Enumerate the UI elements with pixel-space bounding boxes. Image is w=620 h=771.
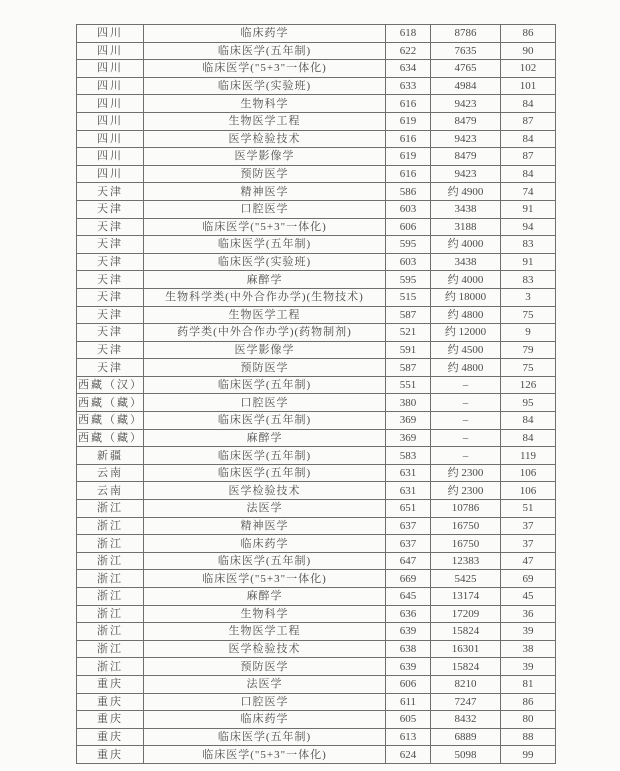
table-row: [77, 711, 556, 729]
cell-province: 西藏（汉）: [77, 376, 144, 394]
cell-province: 浙江: [77, 500, 144, 518]
cell-province: 天津: [77, 271, 144, 289]
cell-major: 药学类(中外合作办学)(药物制剂): [144, 324, 386, 342]
cell-num: 69: [501, 570, 556, 588]
cell-major: 临床药学: [144, 711, 386, 729]
table-row: [77, 640, 556, 658]
cell-major: 法医学: [144, 500, 386, 518]
cell-rank: 9423: [431, 165, 501, 183]
cell-num: 83: [501, 236, 556, 254]
cell-province: 四川: [77, 148, 144, 166]
cell-province: 天津: [77, 236, 144, 254]
cell-rank: –: [431, 429, 501, 447]
cell-rank: 4984: [431, 77, 501, 95]
cell-score: 587: [386, 359, 431, 377]
cell-rank: 8210: [431, 675, 501, 693]
table-row: [77, 447, 556, 465]
table-row: [77, 324, 556, 342]
cell-province: 四川: [77, 25, 144, 43]
cell-score: 587: [386, 306, 431, 324]
cell-rank: –: [431, 394, 501, 412]
cell-rank: 约 2300: [431, 464, 501, 482]
cell-province: 西藏（藏）: [77, 394, 144, 412]
cell-num: 74: [501, 183, 556, 201]
cell-rank: 3438: [431, 200, 501, 218]
cell-num: 119: [501, 447, 556, 465]
cell-province: 浙江: [77, 535, 144, 553]
cell-major: 医学检验技术: [144, 482, 386, 500]
cell-num: 75: [501, 306, 556, 324]
table-row: [77, 359, 556, 377]
cell-score: 595: [386, 271, 431, 289]
cell-score: 669: [386, 570, 431, 588]
cell-major: 生物科学: [144, 605, 386, 623]
table-row: [77, 570, 556, 588]
cell-major: 生物科学类(中外合作办学)(生物技术): [144, 288, 386, 306]
cell-rank: 9423: [431, 95, 501, 113]
cell-province: 四川: [77, 130, 144, 148]
table-row: [77, 148, 556, 166]
cell-score: 618: [386, 25, 431, 43]
cell-major: 临床医学(五年制): [144, 728, 386, 746]
table-row: [77, 236, 556, 254]
cell-rank: 5098: [431, 746, 501, 764]
cell-province: 浙江: [77, 640, 144, 658]
cell-province: 重庆: [77, 711, 144, 729]
table-row: [77, 271, 556, 289]
table-row: [77, 288, 556, 306]
cell-province: 四川: [77, 77, 144, 95]
cell-num: 95: [501, 394, 556, 412]
cell-major: 临床医学(五年制): [144, 236, 386, 254]
cell-score: 605: [386, 711, 431, 729]
table-row: [77, 412, 556, 430]
cell-score: 619: [386, 148, 431, 166]
cell-province: 浙江: [77, 658, 144, 676]
table-row: [77, 130, 556, 148]
cell-rank: 约 4000: [431, 236, 501, 254]
cell-rank: 16750: [431, 535, 501, 553]
cell-num: 39: [501, 658, 556, 676]
cell-score: 645: [386, 588, 431, 606]
cell-rank: –: [431, 412, 501, 430]
table-row: [77, 25, 556, 43]
cell-province: 重庆: [77, 675, 144, 693]
cell-score: 634: [386, 60, 431, 78]
cell-rank: 12383: [431, 552, 501, 570]
cell-province: 浙江: [77, 552, 144, 570]
table-row: [77, 60, 556, 78]
cell-num: 86: [501, 693, 556, 711]
cell-num: 106: [501, 464, 556, 482]
cell-major: 临床医学("5+3"一体化): [144, 218, 386, 236]
cell-rank: 约 18000: [431, 288, 501, 306]
cell-score: 631: [386, 482, 431, 500]
table-row: [77, 482, 556, 500]
table-row: [77, 77, 556, 95]
table-row: [77, 728, 556, 746]
cell-score: 639: [386, 658, 431, 676]
cell-province: 西藏（藏）: [77, 429, 144, 447]
cell-major: 口腔医学: [144, 693, 386, 711]
cell-score: 369: [386, 412, 431, 430]
cell-major: 医学影像学: [144, 148, 386, 166]
cell-score: 639: [386, 623, 431, 641]
cell-province: 四川: [77, 112, 144, 130]
cell-num: 36: [501, 605, 556, 623]
cell-major: 口腔医学: [144, 200, 386, 218]
cell-num: 91: [501, 200, 556, 218]
cell-rank: 约 4800: [431, 306, 501, 324]
cell-rank: 约 12000: [431, 324, 501, 342]
cell-province: 重庆: [77, 693, 144, 711]
cell-score: 380: [386, 394, 431, 412]
cell-score: 606: [386, 218, 431, 236]
cell-num: 84: [501, 95, 556, 113]
cell-rank: 8479: [431, 148, 501, 166]
cell-num: 101: [501, 77, 556, 95]
cell-score: 616: [386, 165, 431, 183]
table-row: [77, 42, 556, 60]
table-row: [77, 535, 556, 553]
table-row: [77, 693, 556, 711]
cell-rank: 13174: [431, 588, 501, 606]
cell-rank: 3438: [431, 253, 501, 271]
cell-num: 51: [501, 500, 556, 518]
cell-major: 临床医学(五年制): [144, 552, 386, 570]
cell-province: 天津: [77, 341, 144, 359]
table-row: [77, 588, 556, 606]
cell-score: 613: [386, 728, 431, 746]
cell-province: 浙江: [77, 588, 144, 606]
cell-score: 616: [386, 95, 431, 113]
cell-num: 126: [501, 376, 556, 394]
cell-score: 583: [386, 447, 431, 465]
table-row: [77, 183, 556, 201]
cell-num: 94: [501, 218, 556, 236]
table-row: [77, 341, 556, 359]
table-row: [77, 95, 556, 113]
cell-num: 39: [501, 623, 556, 641]
table-row: [77, 165, 556, 183]
cell-num: 102: [501, 60, 556, 78]
cell-major: 法医学: [144, 675, 386, 693]
cell-major: 生物科学: [144, 95, 386, 113]
cell-num: 88: [501, 728, 556, 746]
cell-num: 84: [501, 429, 556, 447]
admission-scores-table: [76, 24, 556, 764]
cell-score: 521: [386, 324, 431, 342]
cell-rank: 约 4800: [431, 359, 501, 377]
table-row: [77, 605, 556, 623]
cell-num: 84: [501, 130, 556, 148]
cell-score: 622: [386, 42, 431, 60]
table-body: [77, 25, 556, 764]
cell-major: 精神医学: [144, 183, 386, 201]
cell-province: 天津: [77, 253, 144, 271]
cell-score: 606: [386, 675, 431, 693]
table-row: [77, 517, 556, 535]
cell-major: 生物医学工程: [144, 112, 386, 130]
cell-province: 浙江: [77, 517, 144, 535]
cell-rank: 15824: [431, 623, 501, 641]
cell-province: 新疆: [77, 447, 144, 465]
cell-major: 医学影像学: [144, 341, 386, 359]
cell-major: 医学检验技术: [144, 640, 386, 658]
cell-score: 603: [386, 200, 431, 218]
cell-num: 45: [501, 588, 556, 606]
cell-rank: 17209: [431, 605, 501, 623]
cell-rank: 15824: [431, 658, 501, 676]
cell-province: 天津: [77, 359, 144, 377]
table-row: [77, 306, 556, 324]
table-row: [77, 675, 556, 693]
cell-rank: 7635: [431, 42, 501, 60]
table-row: [77, 500, 556, 518]
cell-score: 637: [386, 517, 431, 535]
table-row: [77, 658, 556, 676]
cell-score: 638: [386, 640, 431, 658]
cell-province: 四川: [77, 165, 144, 183]
cell-rank: –: [431, 376, 501, 394]
cell-score: 633: [386, 77, 431, 95]
cell-province: 天津: [77, 183, 144, 201]
cell-major: 医学检验技术: [144, 130, 386, 148]
cell-num: 75: [501, 359, 556, 377]
cell-rank: 8786: [431, 25, 501, 43]
cell-major: 生物医学工程: [144, 306, 386, 324]
cell-rank: 6889: [431, 728, 501, 746]
cell-num: 87: [501, 112, 556, 130]
cell-score: 611: [386, 693, 431, 711]
cell-score: 603: [386, 253, 431, 271]
cell-province: 云南: [77, 482, 144, 500]
table-row: [77, 464, 556, 482]
cell-score: 586: [386, 183, 431, 201]
cell-major: 麻醉学: [144, 429, 386, 447]
cell-major: 临床医学(五年制): [144, 412, 386, 430]
cell-score: 624: [386, 746, 431, 764]
cell-rank: 9423: [431, 130, 501, 148]
cell-num: 37: [501, 517, 556, 535]
cell-major: 临床药学: [144, 25, 386, 43]
cell-num: 80: [501, 711, 556, 729]
cell-province: 天津: [77, 288, 144, 306]
cell-score: 637: [386, 535, 431, 553]
cell-rank: 4765: [431, 60, 501, 78]
cell-province: 云南: [77, 464, 144, 482]
cell-score: 636: [386, 605, 431, 623]
cell-num: 106: [501, 482, 556, 500]
cell-major: 麻醉学: [144, 271, 386, 289]
cell-major: 临床医学("5+3"一体化): [144, 746, 386, 764]
cell-major: 生物医学工程: [144, 623, 386, 641]
table-row: [77, 218, 556, 236]
cell-province: 浙江: [77, 570, 144, 588]
cell-province: 重庆: [77, 728, 144, 746]
cell-rank: 8432: [431, 711, 501, 729]
table-row: [77, 200, 556, 218]
table-row: [77, 394, 556, 412]
cell-score: 616: [386, 130, 431, 148]
cell-major: 临床医学(五年制): [144, 464, 386, 482]
cell-num: 37: [501, 535, 556, 553]
cell-rank: 约 4900: [431, 183, 501, 201]
cell-province: 重庆: [77, 746, 144, 764]
cell-score: 647: [386, 552, 431, 570]
cell-major: 临床医学(五年制): [144, 447, 386, 465]
cell-num: 91: [501, 253, 556, 271]
cell-num: 47: [501, 552, 556, 570]
cell-num: 38: [501, 640, 556, 658]
cell-province: 天津: [77, 200, 144, 218]
cell-province: 西藏（藏）: [77, 412, 144, 430]
cell-rank: 10786: [431, 500, 501, 518]
cell-major: 口腔医学: [144, 394, 386, 412]
cell-rank: 5425: [431, 570, 501, 588]
cell-major: 预防医学: [144, 165, 386, 183]
cell-num: 83: [501, 271, 556, 289]
cell-score: 651: [386, 500, 431, 518]
cell-score: 619: [386, 112, 431, 130]
cell-province: 天津: [77, 324, 144, 342]
cell-num: 84: [501, 412, 556, 430]
cell-num: 90: [501, 42, 556, 60]
table-row: [77, 746, 556, 764]
cell-rank: 8479: [431, 112, 501, 130]
cell-province: 浙江: [77, 605, 144, 623]
cell-major: 麻醉学: [144, 588, 386, 606]
cell-major: 临床药学: [144, 535, 386, 553]
cell-rank: 3188: [431, 218, 501, 236]
cell-rank: 约 4500: [431, 341, 501, 359]
cell-major: 精神医学: [144, 517, 386, 535]
cell-score: 591: [386, 341, 431, 359]
cell-score: 369: [386, 429, 431, 447]
table-row: [77, 253, 556, 271]
cell-rank: –: [431, 447, 501, 465]
cell-major: 预防医学: [144, 658, 386, 676]
cell-province: 天津: [77, 306, 144, 324]
table-row: [77, 376, 556, 394]
cell-score: 551: [386, 376, 431, 394]
cell-province: 四川: [77, 42, 144, 60]
cell-rank: 16301: [431, 640, 501, 658]
cell-num: 81: [501, 675, 556, 693]
cell-num: 79: [501, 341, 556, 359]
cell-province: 浙江: [77, 623, 144, 641]
cell-num: 84: [501, 165, 556, 183]
cell-score: 631: [386, 464, 431, 482]
table-row: [77, 429, 556, 447]
cell-major: 临床医学(五年制): [144, 376, 386, 394]
cell-num: 9: [501, 324, 556, 342]
cell-major: 临床医学(实验班): [144, 77, 386, 95]
cell-num: 99: [501, 746, 556, 764]
cell-num: 86: [501, 25, 556, 43]
table-row: [77, 552, 556, 570]
cell-major: 临床医学("5+3"一体化): [144, 60, 386, 78]
cell-major: 临床医学(五年制): [144, 42, 386, 60]
cell-rank: 7247: [431, 693, 501, 711]
table-row: [77, 623, 556, 641]
cell-num: 87: [501, 148, 556, 166]
cell-score: 515: [386, 288, 431, 306]
cell-rank: 约 2300: [431, 482, 501, 500]
cell-score: 595: [386, 236, 431, 254]
cell-major: 临床医学("5+3"一体化): [144, 570, 386, 588]
cell-num: 3: [501, 288, 556, 306]
cell-province: 天津: [77, 218, 144, 236]
cell-rank: 16750: [431, 517, 501, 535]
table-row: [77, 112, 556, 130]
cell-rank: 约 4000: [431, 271, 501, 289]
cell-major: 预防医学: [144, 359, 386, 377]
cell-province: 四川: [77, 60, 144, 78]
cell-major: 临床医学(实验班): [144, 253, 386, 271]
cell-province: 四川: [77, 95, 144, 113]
